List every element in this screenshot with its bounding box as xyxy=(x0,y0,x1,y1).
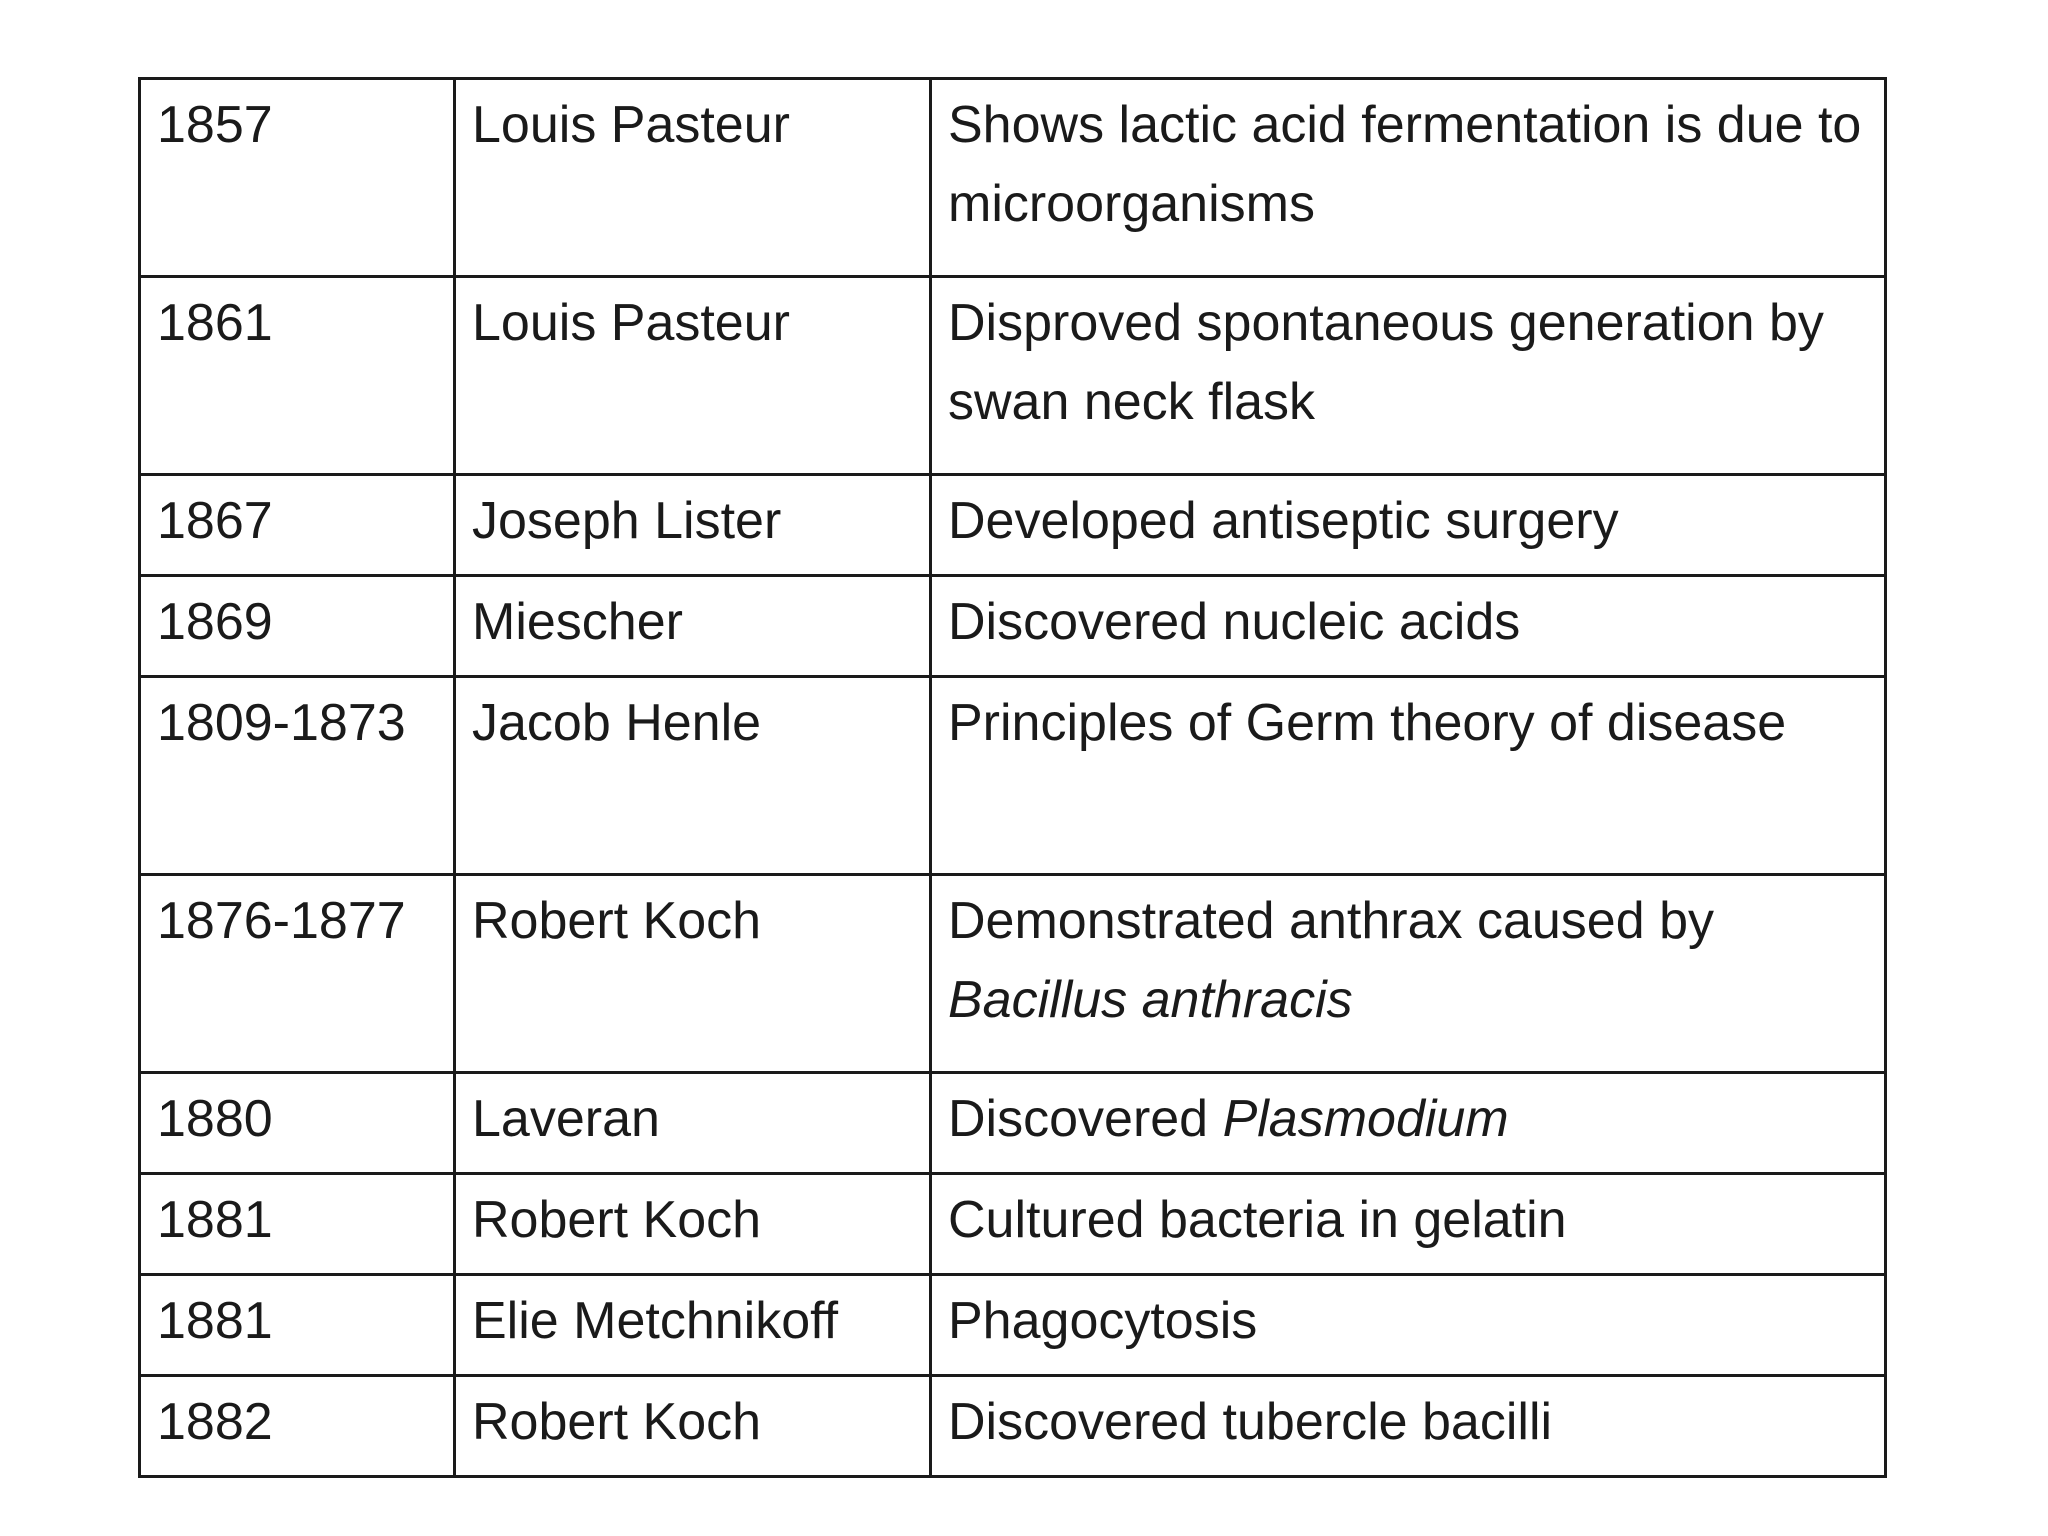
scientist-cell: Louis Pasteur xyxy=(455,277,931,475)
microbiology-timeline-table xyxy=(138,77,1887,1478)
table-row xyxy=(140,875,1886,1073)
table-row xyxy=(140,79,1886,277)
scientist-cell: Louis Pasteur xyxy=(455,79,931,277)
scientist-cell: Laveran xyxy=(455,1073,931,1174)
event-cell xyxy=(931,1073,1886,1174)
event-cell xyxy=(931,1174,1886,1275)
event-text: Discovered xyxy=(948,1090,1223,1148)
event-cell xyxy=(931,277,1886,475)
event-italic-text: Plasmodium xyxy=(1222,1090,1509,1148)
event-cell xyxy=(931,677,1886,875)
scientist-cell: Robert Koch xyxy=(455,1376,931,1477)
event-italic-text: Bacillus anthracis xyxy=(948,971,1353,1029)
scientist-cell: Miescher xyxy=(455,576,931,677)
year-cell: 1880 xyxy=(140,1073,455,1174)
table-row xyxy=(140,576,1886,677)
year-cell: 1861 xyxy=(140,277,455,475)
event-cell xyxy=(931,475,1886,576)
table-row xyxy=(140,277,1886,475)
year-cell: 1876-1877 xyxy=(140,875,455,1073)
year-cell: 1809-1873 xyxy=(140,677,455,875)
table-row xyxy=(140,475,1886,576)
event-text: Cultured bacteria in gelatin xyxy=(948,1191,1567,1249)
table-row xyxy=(140,1376,1886,1477)
event-text: Shows lactic acid fermentation is due to microorganisms xyxy=(948,96,1862,233)
event-cell xyxy=(931,875,1886,1073)
event-text: Disproved spontaneous generation by swan neck flask xyxy=(948,294,1824,431)
event-cell xyxy=(931,1275,1886,1376)
event-cell xyxy=(931,576,1886,677)
scientist-cell: Robert Koch xyxy=(455,875,931,1073)
scientist-cell: Elie Metchnikoff xyxy=(455,1275,931,1376)
event-text: Discovered nucleic acids xyxy=(948,593,1521,651)
table-row xyxy=(140,1275,1886,1376)
event-text: Phagocytosis xyxy=(948,1292,1258,1350)
event-text: Developed antiseptic surgery xyxy=(948,492,1619,550)
table-row xyxy=(140,1174,1886,1275)
event-cell xyxy=(931,79,1886,277)
event-cell xyxy=(931,1376,1886,1477)
event-text: Principles of Germ theory of disease xyxy=(948,694,1787,752)
year-cell: 1881 xyxy=(140,1174,455,1275)
year-cell: 1869 xyxy=(140,576,455,677)
table-row xyxy=(140,677,1886,875)
year-cell: 1857 xyxy=(140,79,455,277)
year-cell: 1881 xyxy=(140,1275,455,1376)
table-row xyxy=(140,1073,1886,1174)
event-text: Demonstrated anthrax caused by xyxy=(948,892,1714,950)
scientist-cell: Joseph Lister xyxy=(455,475,931,576)
scientist-cell: Robert Koch xyxy=(455,1174,931,1275)
event-text: Discovered tubercle bacilli xyxy=(948,1393,1553,1451)
scientist-cell: Jacob Henle xyxy=(455,677,931,875)
year-cell: 1882 xyxy=(140,1376,455,1477)
year-cell: 1867 xyxy=(140,475,455,576)
